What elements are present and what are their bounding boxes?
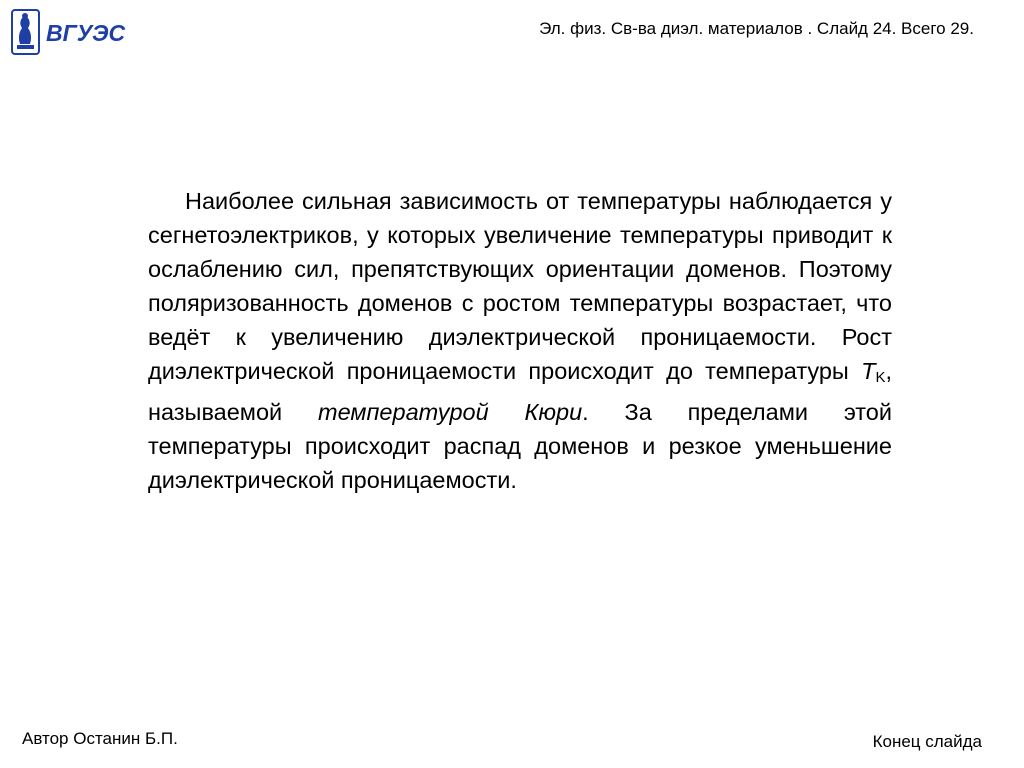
slide-header-title: Эл. физ. Св-ва диэл. материалов . Слайд 24. Всего 29. (539, 19, 974, 38)
university-logo (10, 8, 130, 56)
university-logo-graphic (10, 8, 130, 56)
body-text-part-2: , называемой (148, 358, 892, 425)
end-of-slide-link[interactable]: Конец слайда (872, 732, 982, 751)
curie-temperature-symbol: T (861, 358, 876, 384)
logo-text: ВГУЭС (46, 20, 126, 46)
curie-temperature-subscript: K (875, 369, 886, 386)
body-text-part-3: . За пределами этой температуры происходит распад доменов и резкое уменьшение диэлектрической проницаемости. (148, 399, 892, 493)
curie-temperature-term: температурой Кюри (318, 399, 583, 425)
body-text-part-1: Наиболее сильная зависимость от температуры наблюдается у сегнетоэлектриков, у которых увеличение температуры приводит к ослаблению сил, препятствующих ориентации доменов. Поэтому поляризованность доменов с ростом температуры возрастает, что ведёт к увеличению диэлектрической проницаемости. Рост диэлектрической проницаемости происходит до температуры (148, 188, 892, 384)
author-label: Автор Останин Б.П. (22, 729, 178, 748)
slide-body-text (148, 184, 892, 497)
